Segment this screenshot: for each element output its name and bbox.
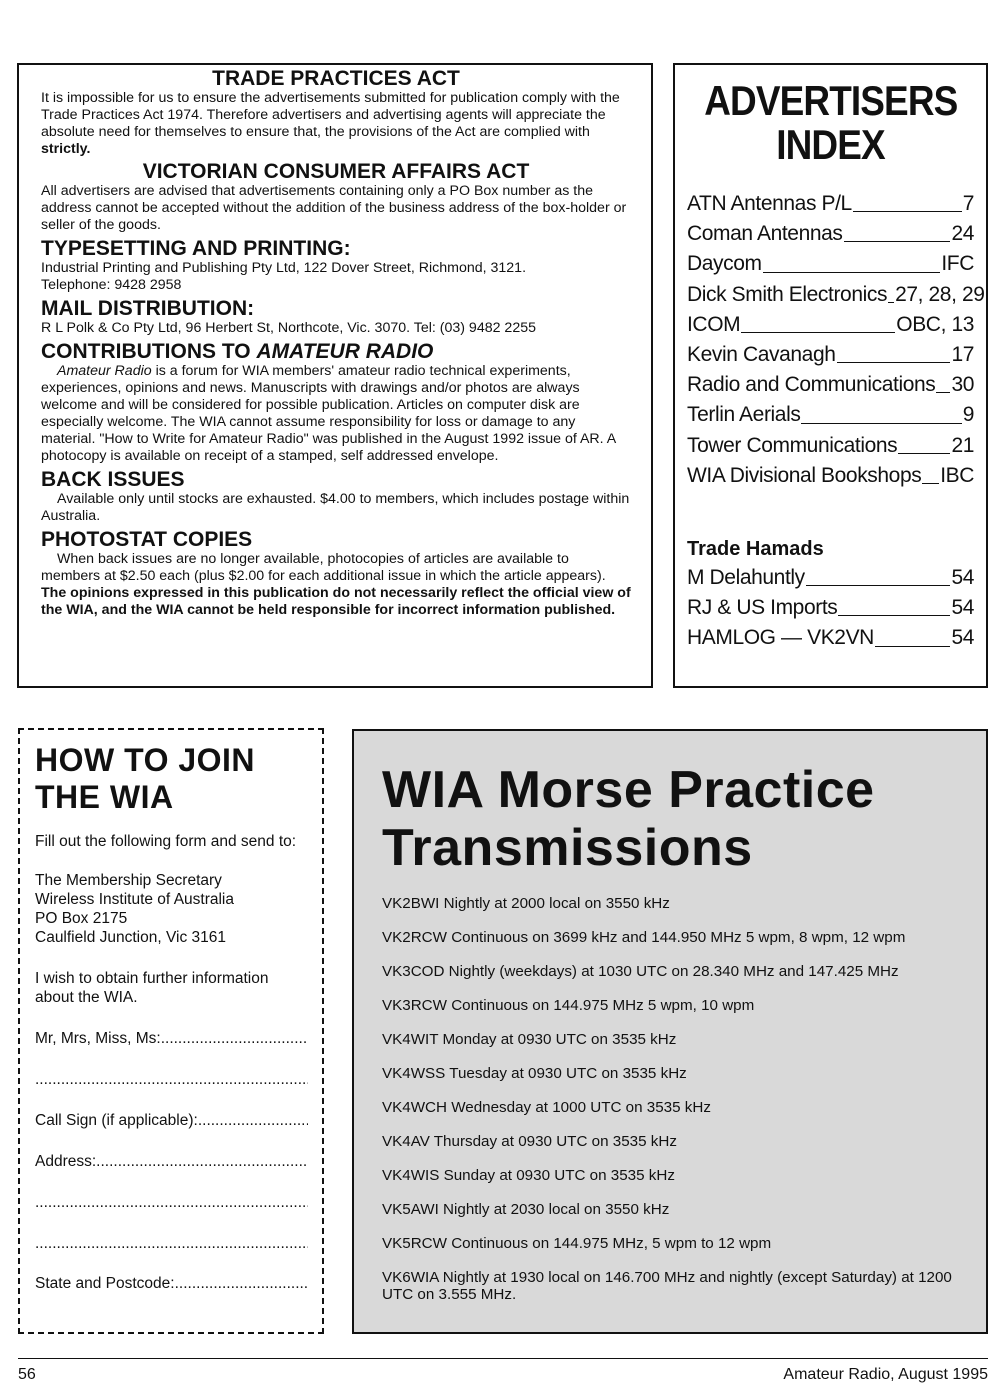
index-entry-page: 30: [951, 373, 974, 397]
index-entry-page: IBC: [940, 463, 974, 487]
trade-hamads-title: Trade Hamads: [687, 538, 824, 561]
victorian-heading: VICTORIAN CONSUMER AFFAIRS ACT: [142, 160, 530, 183]
leader-line: [837, 362, 951, 363]
disclaimer-text: The opinions expressed in this publication do not necessarily reflect the official view of the WIA, and the WIA cannot be held responsible for incorrect information published.: [41, 585, 631, 618]
leader-line: [922, 483, 939, 484]
join-intro: Fill out the following form and send to:: [35, 833, 297, 850]
index-entry-page: 54: [951, 596, 974, 620]
index-entry-name: Radio and Communications: [687, 373, 936, 397]
mail-text: R L Polk & Co Pty Ltd, 96 Herbert St, Northcote, Vic. 3070. Tel: (03) 9482 2255: [41, 320, 536, 336]
index-entry: [687, 219, 974, 249]
typesetting-heading: TYPESETTING AND PRINTING:: [41, 237, 351, 260]
membership-address: The Membership Secretary Wireless Institute of Australia PO Box 2175 Caulfield Junction, Vic 3161: [35, 872, 234, 946]
morse-transmission-item: VK3COD Nightly (weekdays) at 1030 UTC on 28.340 MHz and 147.425 MHz: [382, 963, 899, 980]
morse-transmission-item: VK2BWI Nightly at 2000 local on 3550 kHz: [382, 895, 670, 912]
index-entry: [687, 400, 974, 430]
index-entry: [687, 189, 974, 219]
how-to-join-form: [18, 728, 324, 1334]
index-entry-name: Daycom: [687, 252, 762, 276]
morse-transmission-item: VK4WSS Tuesday at 0930 UTC on 3535 kHz: [382, 1065, 687, 1082]
morse-practice-box: [352, 729, 988, 1334]
index-entry: [687, 623, 974, 653]
address-field[interactable]: Address: .....: [35, 1152, 308, 1171]
publication-footer: Amateur Radio, August 1995: [783, 1366, 988, 1383]
morse-transmissions-list: [382, 895, 966, 1303]
index-entry: [687, 340, 974, 370]
morse-transmission-item: VK6WIA Nightly at 1930 local on 146.700 MHz and nightly (except Saturday) at 1200 UTC on 3.555 MHz.: [382, 1269, 952, 1303]
advertisers-index-title: ADVERTISERS INDEX: [704, 77, 958, 168]
index-entry-page: 54: [951, 626, 974, 650]
back-issues-heading: BACK ISSUES: [41, 468, 185, 491]
typesetting-line2: Telephone: 9428 2958: [41, 277, 182, 293]
name-field-continuation[interactable]: [35, 1070, 308, 1089]
index-entry-page: 21: [951, 433, 974, 457]
index-entry-name: Coman Antennas: [687, 222, 843, 246]
index-entry-name: Terlin Aerials: [687, 403, 801, 427]
name-field[interactable]: Mr, Mrs, Miss, Ms: .....: [35, 1029, 308, 1048]
index-entry-page: 54: [951, 566, 974, 590]
index-entry: [687, 310, 974, 340]
photostat-text: When back issues are no longer available, photocopies of articles are available to members at $2.50 each (plus $2.00 for each additional issue in which the article appears).: [41, 551, 606, 584]
advertisers-index-box: [673, 63, 988, 688]
leader-line: [936, 392, 950, 393]
contributions-text: Amateur Radio is a forum for WIA members' amateur radio technical experiments, experiences, opinions and news. Manuscripts with drawings and/or photos are always welcome and will be considered for possible publication. Articles on computer disk are especially welcome. The WIA cannot assume responsibility for loss or damage to any material. "How to Write for Amateur Radio" was published in the August 1992 issue of AR. A photocopy is available on receipt of a stamped, self addressed envelope.: [41, 363, 616, 464]
address-field-line2[interactable]: [35, 1193, 308, 1212]
leader-line: [875, 646, 950, 647]
back-issues-text: Available only until stocks are exhausted. $4.00 to members, which includes postage within Australia.: [41, 491, 630, 524]
index-entry-page: 24: [951, 222, 974, 246]
callsign-field[interactable]: Call Sign (if applicable): .....: [35, 1111, 308, 1130]
index-entry: [687, 431, 974, 461]
index-entry-page: 7: [962, 192, 974, 215]
typesetting-line1: Industrial Printing and Publishing Pty Ltd, 122 Dover Street, Richmond, 3121.: [41, 260, 527, 276]
leader-line: [853, 211, 962, 212]
leader-line: [741, 332, 895, 333]
page-number: 56: [18, 1366, 36, 1383]
morse-transmission-item: VK2RCW Continuous on 3699 kHz and 144.950 MHz 5 wpm, 8 wpm, 12 wpm: [382, 929, 906, 946]
index-entry-page: OBC, 13: [896, 312, 974, 336]
morse-transmission-item: VK4WIT Monday at 0930 UTC on 3535 kHz: [382, 1031, 677, 1048]
morse-transmission-item: VK4WIS Sunday at 0930 UTC on 3535 kHz: [382, 1167, 675, 1184]
index-entry: [687, 280, 985, 310]
index-entry-name: ICOM: [687, 312, 741, 336]
notices-box: [17, 63, 653, 688]
footer-divider: [18, 1358, 988, 1359]
index-entry: [687, 249, 974, 279]
join-info-text: I wish to obtain further information about the WIA.: [35, 970, 269, 1006]
index-entry-name: RJ & US Imports: [687, 596, 838, 620]
index-entry: [687, 370, 974, 400]
index-entry-name: Tower Communications: [687, 433, 898, 457]
address-field-line3[interactable]: [35, 1234, 308, 1253]
index-entry-name: ATN Antennas P/L: [687, 192, 852, 215]
how-to-join-title: HOW TO JOIN THE WIA: [35, 742, 256, 815]
index-entry-name: M Delahuntly: [687, 566, 805, 590]
index-entry: [687, 563, 974, 593]
index-entry-name: HAMLOG — VK2VN: [687, 626, 874, 650]
mail-heading: MAIL DISTRIBUTION:: [41, 297, 255, 320]
trade-practices-text: It is impossible for us to ensure the advertisements submitted for publication comply with the Trade Practices Act 1974. Therefore advertisers and advertising agents will appreciate the absolute need for themselves to ensure that, the provisions of the Act are complied with strictly.: [41, 90, 620, 157]
index-entry-page: 9: [962, 403, 974, 427]
morse-transmission-item: VK5RCW Continuous on 144.975 MHz, 5 wpm to 12 wpm: [382, 1235, 772, 1252]
index-entry-name: WIA Divisional Bookshops: [687, 463, 922, 487]
advertisers-list: [687, 189, 985, 491]
leader-line: [844, 241, 951, 242]
state-postcode-field[interactable]: State and Postcode: .....: [35, 1274, 308, 1293]
index-entry: [687, 461, 974, 491]
photostat-heading: PHOTOSTAT COPIES: [41, 528, 253, 551]
morse-transmission-item: VK4WCH Wednesday at 1000 UTC on 3535 kHz: [382, 1099, 711, 1116]
leader-line: [838, 615, 950, 616]
leader-line: [888, 302, 894, 303]
morse-transmission-item: VK4AV Thursday at 0930 UTC on 3535 kHz: [382, 1133, 677, 1150]
leader-line: [763, 272, 941, 273]
trade-hamads-list: [687, 563, 974, 654]
index-entry-page: IFC: [941, 252, 974, 276]
victorian-text: All advertisers are advised that advertisements containing only a PO Box number as the address cannot be accepted without the addition of the business address of the box-holder or seller of the goods.: [41, 183, 627, 233]
morse-practice-title: WIA Morse Practice Transmissions: [382, 761, 875, 877]
leader-line: [806, 585, 951, 586]
index-entry: [687, 593, 974, 623]
morse-transmission-item: VK3RCW Continuous on 144.975 MHz 5 wpm, 10 wpm: [382, 997, 755, 1014]
index-entry-page: 27, 28, 29: [895, 282, 985, 306]
contributions-heading: CONTRIBUTIONS TO AMATEUR RADIO: [41, 340, 434, 363]
trade-practices-heading: TRADE PRACTICES ACT: [212, 67, 460, 90]
index-entry-name: Kevin Cavanagh: [687, 343, 836, 367]
morse-transmission-item: VK5AWI Nightly at 2030 local on 3550 kHz: [382, 1201, 670, 1218]
index-entry-name: Dick Smith Electronics: [687, 282, 888, 306]
leader-line: [801, 423, 961, 424]
leader-line: [898, 453, 950, 454]
index-entry-page: 17: [951, 343, 974, 367]
